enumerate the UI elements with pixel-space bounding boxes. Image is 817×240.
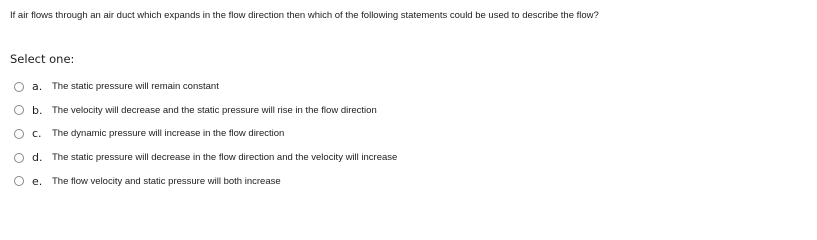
option-letter: e. xyxy=(32,174,43,188)
radio-unselected-icon[interactable] xyxy=(14,82,24,92)
option-text[interactable]: The static pressure will decrease in the flow direction and the velocity will increase xyxy=(52,152,398,164)
option-letter: c. xyxy=(32,127,42,141)
answer-option-e[interactable] xyxy=(14,169,804,193)
answer-option-b[interactable] xyxy=(14,99,804,123)
question-text: If air flows through an air duct which expands in the flow direction then which of the following statements could be used to describe the flow? xyxy=(10,10,599,21)
option-letter: d. xyxy=(32,151,43,165)
option-text[interactable]: The velocity will decrease and the static pressure will rise in the flow direction xyxy=(52,104,377,116)
option-text[interactable]: The flow velocity and static pressure will both increase xyxy=(52,175,281,187)
answer-option-d[interactable] xyxy=(14,146,804,170)
radio-unselected-icon[interactable] xyxy=(14,105,24,115)
radio-unselected-icon[interactable] xyxy=(14,129,24,139)
select-one-label: Select one: xyxy=(10,52,75,66)
answer-options xyxy=(14,75,804,193)
answer-option-c[interactable] xyxy=(14,122,804,146)
answer-option-a[interactable] xyxy=(14,75,804,99)
radio-unselected-icon[interactable] xyxy=(14,153,24,163)
option-text[interactable]: The static pressure will remain constant xyxy=(52,81,219,93)
option-letter: b. xyxy=(32,103,43,117)
option-text[interactable]: The dynamic pressure will increase in the flow direction xyxy=(52,128,285,140)
option-letter: a. xyxy=(32,80,43,94)
radio-unselected-icon[interactable] xyxy=(14,176,24,186)
